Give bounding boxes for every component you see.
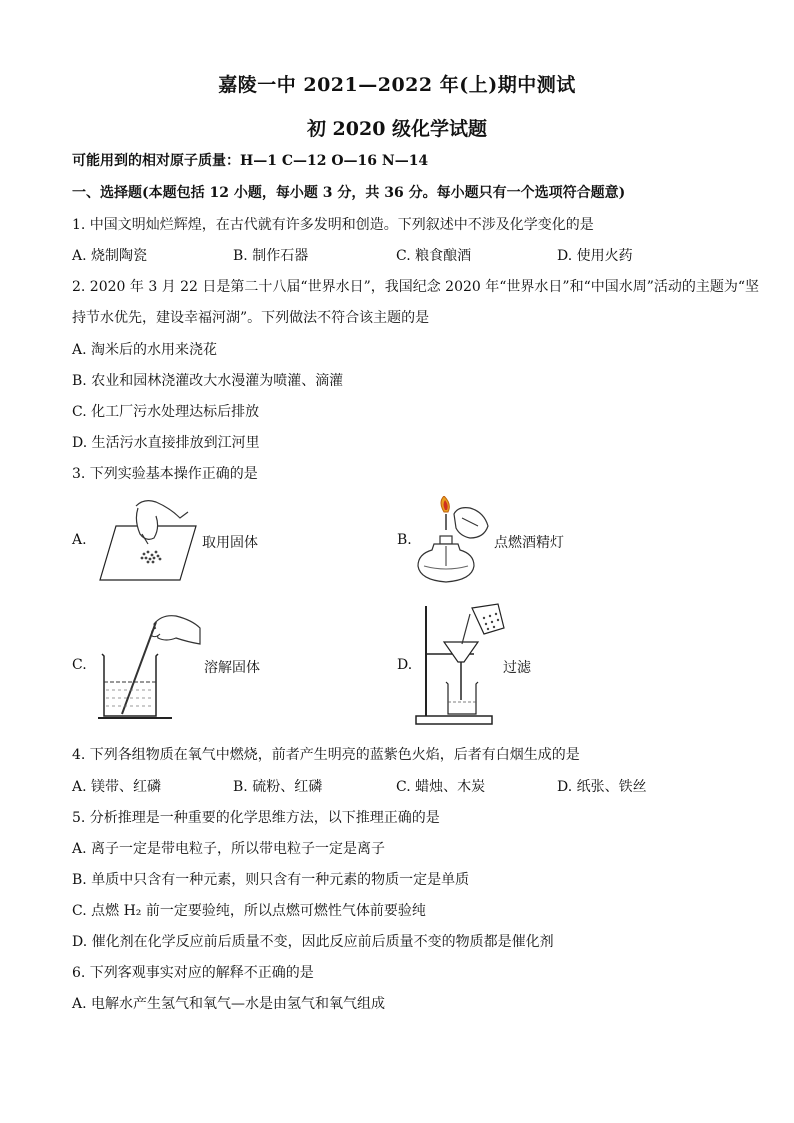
q3-option-b-letter: B. bbox=[397, 532, 412, 548]
q5-option-c: C. 点燃 H₂ 前一定要验纯，所以点燃可燃性气体前要验纯 bbox=[72, 903, 426, 919]
q4-option-c: C. 蜡烛、木炭 bbox=[396, 779, 486, 795]
q5-option-d: D. 催化剂在化学反应前后质量不变，因此反应前后质量不变的物质都是催化剂 bbox=[72, 934, 554, 950]
q3-option-a-caption: 取用固体 bbox=[202, 535, 258, 551]
question-6-stem: 6. 下列客观事实对应的解释不正确的是 bbox=[72, 965, 314, 981]
q6-option-a: A. 电解水产生氢气和氧气—水是由氢气和氧气组成 bbox=[72, 996, 386, 1012]
figure-taking-solid bbox=[96, 498, 200, 584]
question-5-stem: 5. 分析推理是一种重要的化学思维方法，以下推理正确的是 bbox=[72, 810, 440, 826]
q3-option-c-caption: 溶解固体 bbox=[204, 660, 260, 676]
q3-option-d-caption: 过滤 bbox=[503, 660, 531, 676]
q2-option-d: D. 生活污水直接排放到江河里 bbox=[72, 435, 260, 451]
question-3-stem: 3. 下列实验基本操作正确的是 bbox=[72, 466, 258, 482]
q3-option-c-letter: C. bbox=[72, 657, 87, 673]
question-2-stem-line1: 2. 2020 年 3 月 22 日是第二十八届“世界水日”，我国纪念 2020 年“世界水日”和“中国水周”活动的主题为“坚 bbox=[72, 279, 760, 295]
exam-title: 嘉陵一中 2021—2022 年(上)期中测试 bbox=[218, 74, 576, 96]
q4-option-a: A. 镁带、红磷 bbox=[72, 779, 162, 795]
q5-option-b: B. 单质中只含有一种元素，则只含有一种元素的物质一定是单质 bbox=[72, 872, 470, 888]
q1-option-d: D. 使用火药 bbox=[557, 248, 633, 264]
question-2-stem-line2: 持节水优先，建设幸福河湖”。下列做法不符合该主题的是 bbox=[72, 310, 430, 326]
figure-alcohol-lamp bbox=[414, 496, 496, 584]
figure-filtration bbox=[414, 600, 506, 726]
exam-subtitle: 初 2020 级化学试题 bbox=[306, 118, 488, 140]
q2-option-c: C. 化工厂污水处理达标后排放 bbox=[72, 404, 260, 420]
q3-option-d-letter: D. bbox=[397, 657, 413, 673]
q1-option-b: B. 制作石器 bbox=[233, 248, 309, 264]
figure-dissolving-solid bbox=[96, 608, 204, 722]
section-heading: 一、选择题(本题包括 12 小题，每小题 3 分，共 36 分。每小题只有一个选项符合题意) bbox=[72, 185, 626, 201]
q2-option-a: A. 淘米后的水用来浇花 bbox=[72, 342, 218, 358]
q3-option-a-letter: A. bbox=[72, 532, 87, 548]
question-1-stem: 1. 中国文明灿烂辉煌，在古代就有许多发明和创造。下列叙述中不涉及化学变化的是 bbox=[72, 217, 594, 233]
atomic-mass-line: 可能用到的相对原子质量：H—1 C—12 O—16 N—14 bbox=[72, 153, 429, 169]
q2-option-b: B. 农业和园林浇灌改大水漫灌为喷灌、滴灌 bbox=[72, 373, 344, 389]
q1-option-a: A. 烧制陶瓷 bbox=[72, 248, 148, 264]
q4-option-d: D. 纸张、铁丝 bbox=[557, 779, 647, 795]
question-4-stem: 4. 下列各组物质在氧气中燃烧，前者产生明亮的蓝紫色火焰，后者有白烟生成的是 bbox=[72, 747, 580, 763]
q3-option-b-caption: 点燃酒精灯 bbox=[494, 535, 564, 551]
q4-option-b: B. 硫粉、红磷 bbox=[233, 779, 323, 795]
q5-option-a: A. 离子一定是带电粒子，所以带电粒子一定是离子 bbox=[72, 841, 386, 857]
q1-option-c: C. 粮食酿酒 bbox=[396, 248, 472, 264]
